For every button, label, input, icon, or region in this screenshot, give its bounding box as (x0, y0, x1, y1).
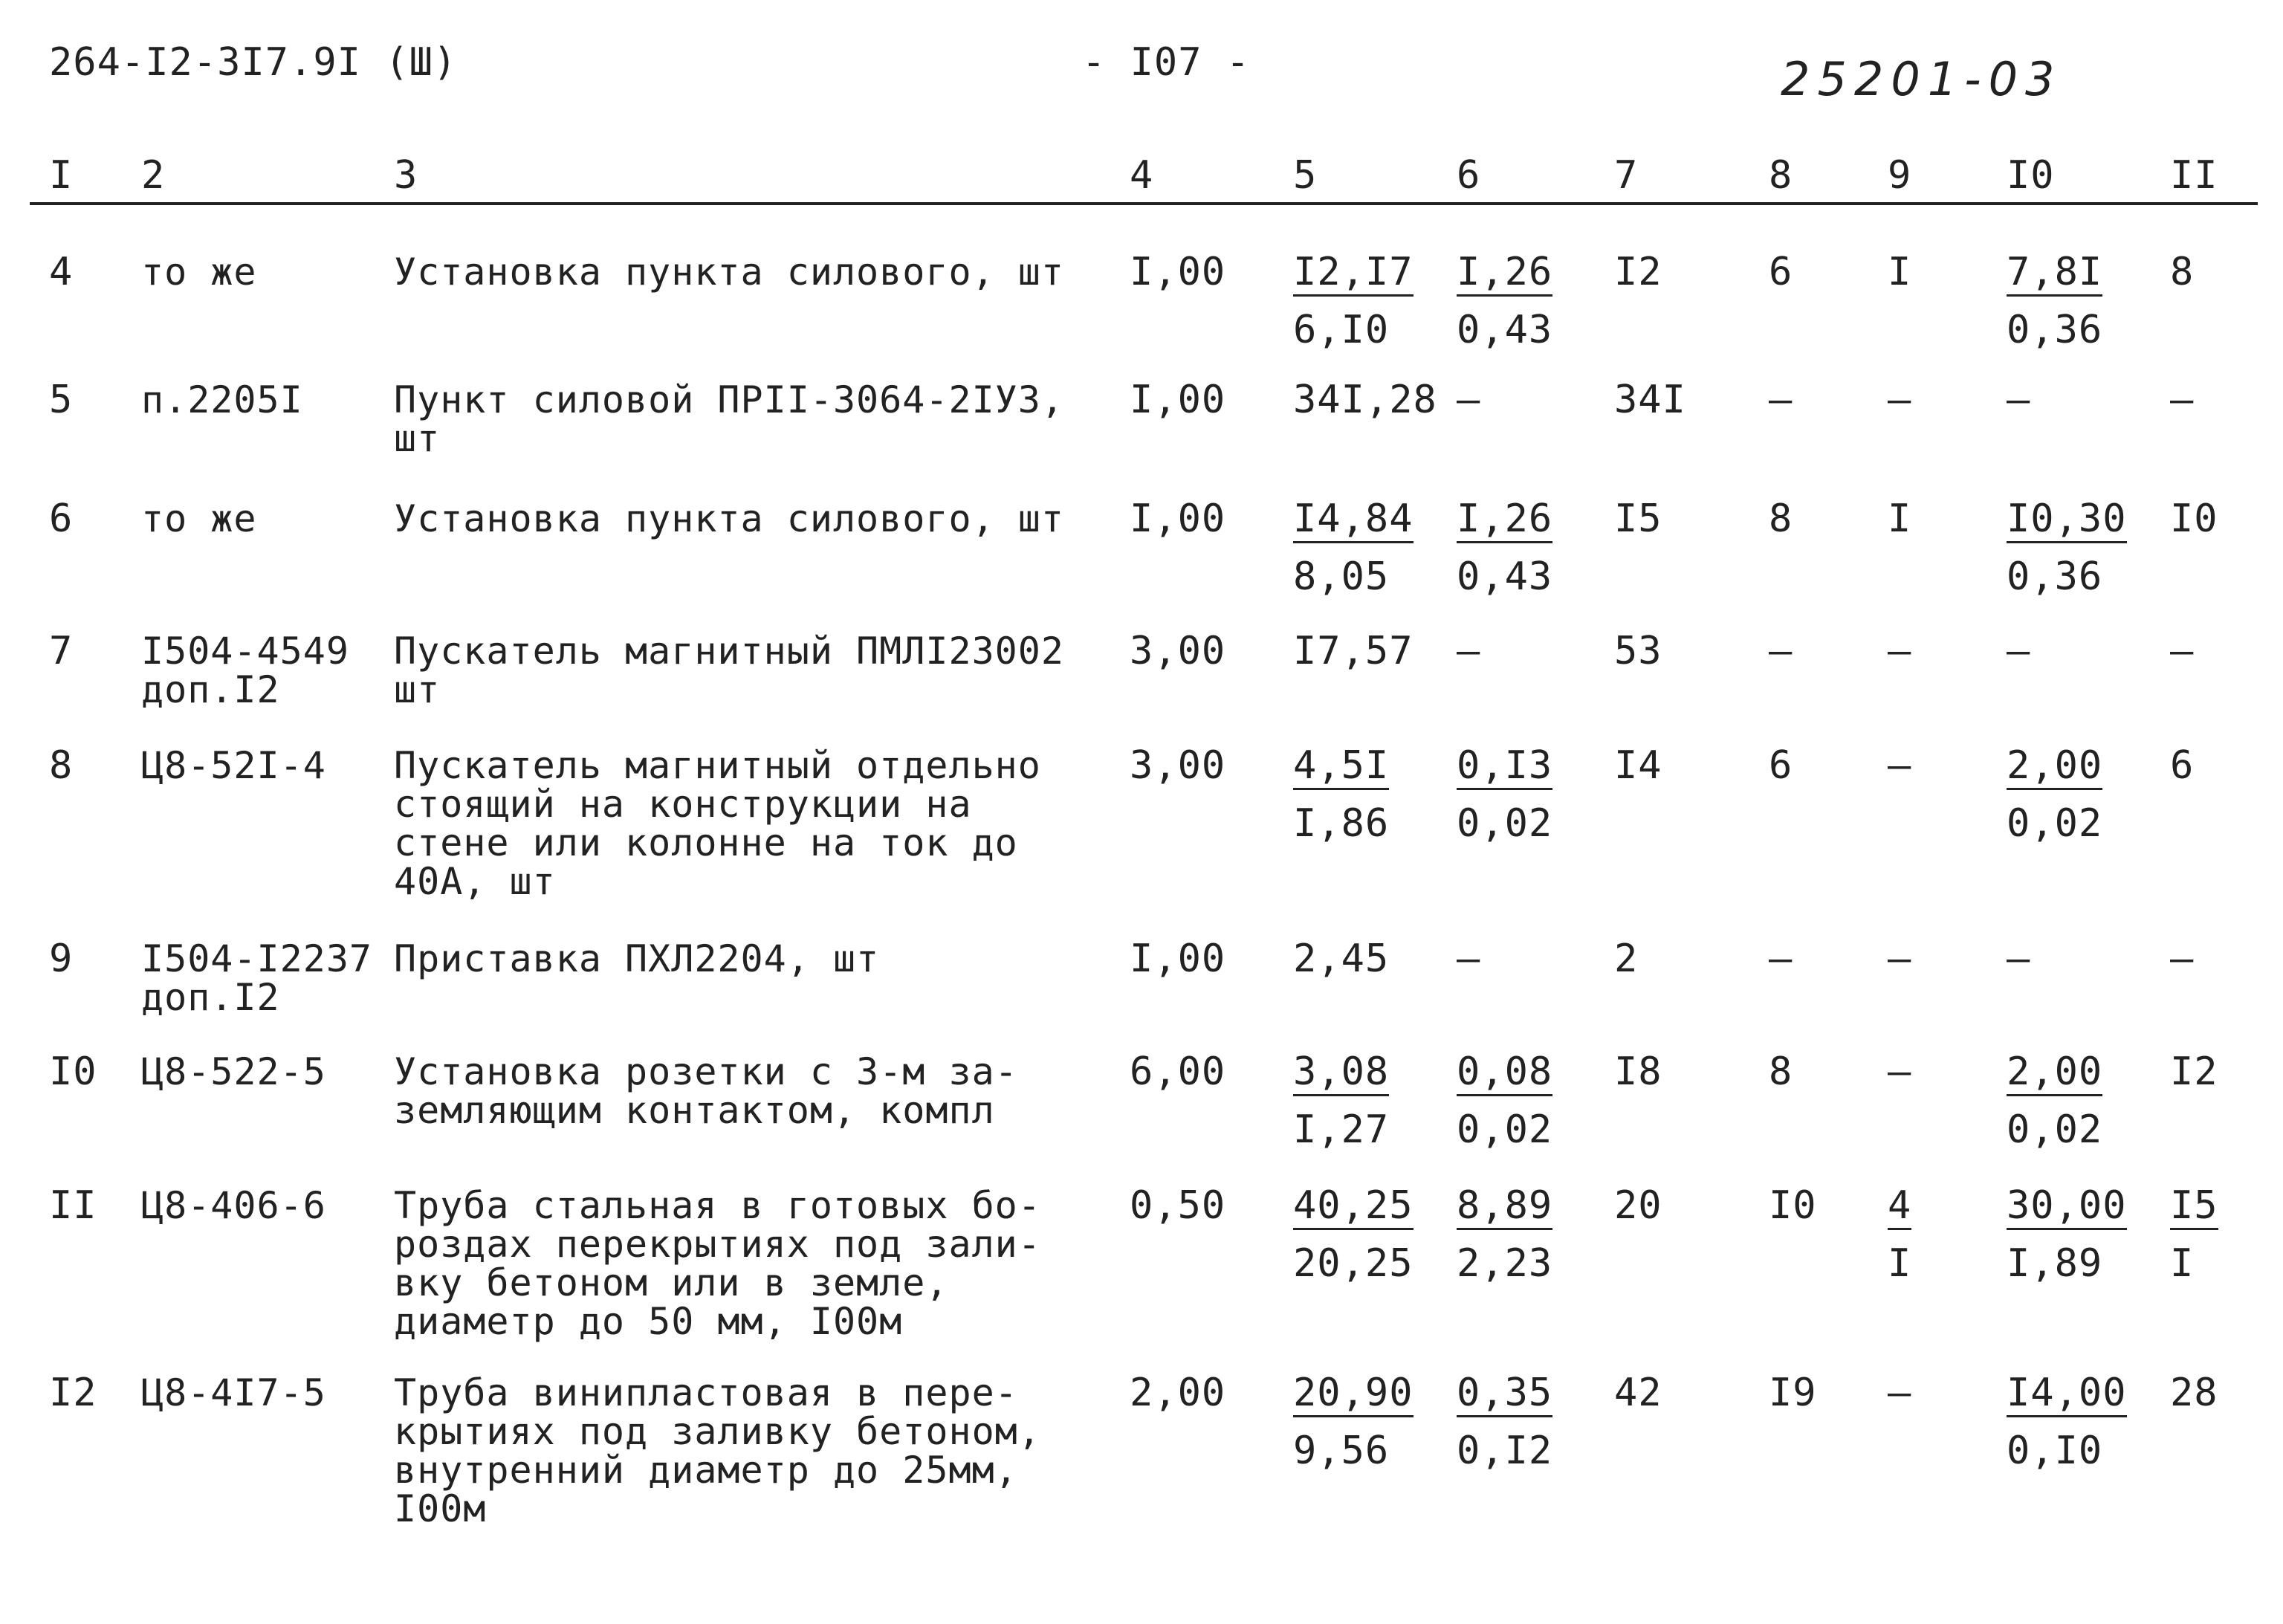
cell-col5-bottom: 9,56 (1293, 1429, 1390, 1473)
column-header-7: 7 (1614, 153, 1639, 198)
column-header-2: 2 (141, 153, 166, 198)
cell-col7: I4 (1614, 743, 1662, 788)
cell-col5-bottom: I,27 (1293, 1107, 1390, 1152)
row-quantity: 6,00 (1130, 1049, 1226, 1094)
cell-col5-bottom: 6,I0 (1293, 308, 1390, 352)
cell-col5-bottom: I,86 (1293, 801, 1390, 846)
cell-col5-top: 20,90 (1293, 1374, 1413, 1417)
row-description: Установка розетки с 3-м за- земляющим контактом, компл (394, 1050, 1018, 1132)
cell-col6-top: – (1457, 629, 1481, 673)
header-rule (30, 202, 2258, 205)
row-number: 4 (49, 250, 74, 294)
row-description: Установка пункта силового, шт (394, 250, 1064, 294)
cell-col8: 8 (1769, 1049, 1793, 1094)
column-header-5: 5 (1293, 153, 1318, 198)
cell-col7: 2 (1614, 936, 1639, 981)
cell-col10-bottom: I,89 (2007, 1241, 2103, 1286)
handwritten-number: 25201-03 (1781, 52, 2062, 106)
cell-col10-top: – (2007, 629, 2031, 673)
cell-col6-bottom: 0,43 (1457, 308, 1553, 352)
cell-col9-top: – (1888, 743, 1912, 788)
cell-col5-top: 2,45 (1293, 936, 1390, 981)
cell-col10-top: 30,00 (2007, 1186, 2127, 1230)
cell-col11-top: – (2170, 936, 2195, 981)
row-number: II (49, 1183, 97, 1228)
row-code: то же (141, 497, 257, 540)
cell-col5-top: I4,84 (1293, 499, 1413, 543)
cell-col7: 53 (1614, 629, 1662, 673)
cell-col6-top: I,26 (1457, 499, 1552, 543)
cell-col9-top: – (1888, 629, 1912, 673)
column-header-6: 6 (1457, 153, 1481, 198)
column-header-8: 8 (1769, 153, 1793, 198)
cell-col10-top: – (2007, 378, 2031, 422)
row-number: 6 (49, 496, 74, 541)
cell-col5-top: 4,5I (1293, 746, 1389, 790)
cell-col9-top: 4 (1888, 1186, 1911, 1230)
cell-col11-top: I2 (2170, 1049, 2218, 1094)
row-number: I0 (49, 1049, 97, 1094)
cell-col8: 6 (1769, 743, 1793, 788)
row-quantity: I,00 (1130, 250, 1226, 294)
row-code: п.2205I (141, 378, 303, 421)
cell-col11-bottom: I (2170, 1241, 2195, 1286)
cell-col5-bottom: 20,25 (1293, 1241, 1413, 1286)
cell-col7: 34I (1614, 378, 1686, 422)
cell-col10-bottom: 0,02 (2007, 1107, 2103, 1152)
cell-col11-top: 8 (2170, 250, 2195, 294)
cell-col10-bottom: 0,I0 (2007, 1429, 2103, 1473)
cell-col7: I2 (1614, 250, 1662, 294)
cell-col10-top: I4,00 (2007, 1374, 2127, 1417)
cell-col7: I8 (1614, 1049, 1662, 1094)
cell-col5-top: 3,08 (1293, 1052, 1389, 1096)
cell-col5-top: I7,57 (1293, 629, 1413, 673)
cell-col11-top: 6 (2170, 743, 2195, 788)
cell-col8: 6 (1769, 250, 1793, 294)
cell-col11-top: – (2170, 629, 2195, 673)
cell-col6-top: 8,89 (1457, 1186, 1552, 1230)
row-description: Пункт силовой ПРII-3064-2IУ3, шт (394, 378, 1064, 460)
cell-col6-bottom: 0,I2 (1457, 1429, 1553, 1473)
cell-col6-bottom: 0,43 (1457, 554, 1553, 599)
row-number: 9 (49, 936, 74, 981)
cell-col11-top: I5 (2170, 1186, 2218, 1230)
cell-col5-top: 34I,28 (1293, 378, 1437, 422)
cell-col6-top: 0,35 (1457, 1374, 1552, 1417)
row-code: Ц8-522-5 (141, 1050, 326, 1093)
cell-col8: – (1769, 936, 1793, 981)
cell-col9-bottom: I (1888, 1241, 1912, 1286)
cell-col9-top: I (1888, 496, 1912, 541)
cell-col8: – (1769, 378, 1793, 422)
cell-col11-top: 28 (2170, 1371, 2218, 1415)
cell-col9-top: I (1888, 250, 1912, 294)
cell-col6-bottom: 0,02 (1457, 801, 1553, 846)
row-code: Ц8-52I-4 (141, 744, 326, 787)
row-number: I2 (49, 1371, 97, 1415)
row-quantity: I,00 (1130, 496, 1226, 541)
row-quantity: I,00 (1130, 378, 1226, 422)
cell-col5-top: I2,I7 (1293, 253, 1413, 297)
cell-col9-top: – (1888, 1049, 1912, 1094)
cell-col8: I0 (1769, 1183, 1817, 1228)
cell-col9-top: – (1888, 378, 1912, 422)
row-description: Приставка ПХЛ2204, шт (394, 937, 880, 980)
cell-col10-bottom: 0,02 (2007, 801, 2103, 846)
column-header-11: II (2170, 153, 2218, 198)
row-description: Пускатель магнитный ПМЛI23002 шт (394, 630, 1064, 711)
column-header-3: 3 (394, 153, 418, 198)
cell-col10-bottom: 0,36 (2007, 554, 2103, 599)
row-code: Ц8-4I7-5 (141, 1371, 326, 1414)
cell-col8: 8 (1769, 496, 1793, 541)
cell-col6-top: 0,08 (1457, 1052, 1552, 1096)
cell-col6-top: 0,I3 (1457, 746, 1552, 790)
cell-col10-top: I0,30 (2007, 499, 2127, 543)
cell-col10-bottom: 0,36 (2007, 308, 2103, 352)
row-code: Ц8-406-6 (141, 1184, 326, 1227)
row-code: I504-I2237 доп.I2 (141, 937, 373, 1019)
cell-col6-top: I,26 (1457, 253, 1552, 297)
cell-col6-top: – (1457, 936, 1481, 981)
cell-col6-top: – (1457, 378, 1481, 422)
cell-col10-top: 7,8I (2007, 253, 2102, 297)
cell-col8: – (1769, 629, 1793, 673)
cell-col6-bottom: 2,23 (1457, 1241, 1553, 1286)
row-number: 7 (49, 629, 74, 673)
row-number: 5 (49, 378, 74, 422)
cell-col7: 20 (1614, 1183, 1662, 1228)
row-quantity: 3,00 (1130, 743, 1226, 788)
column-header-10: I0 (2007, 153, 2055, 198)
doc-code: 264-I2-3I7.9I (Ш) (49, 40, 458, 85)
row-quantity: 0,50 (1130, 1183, 1226, 1228)
row-description: Установка пункта силового, шт (394, 497, 1064, 540)
cell-col7: I5 (1614, 496, 1662, 541)
row-quantity: 2,00 (1130, 1371, 1226, 1415)
cell-col11-top: – (2170, 378, 2195, 422)
row-description: Труба винипластовая в пере- крытиях под заливку бетоном, внутренний диаметр до 25мм, I00м (394, 1371, 1041, 1530)
cell-col5-top: 40,25 (1293, 1186, 1413, 1230)
column-header-9: 9 (1888, 153, 1912, 198)
column-header-4: 4 (1130, 153, 1154, 198)
page-number: - I07 - (1082, 40, 1251, 85)
cell-col11-top: I0 (2170, 496, 2218, 541)
cell-col6-bottom: 0,02 (1457, 1107, 1553, 1152)
row-quantity: 3,00 (1130, 629, 1226, 673)
cell-col10-top: 2,00 (2007, 1052, 2102, 1096)
cell-col8: I9 (1769, 1371, 1817, 1415)
cell-col10-top: 2,00 (2007, 746, 2102, 790)
row-description: Труба стальная в готовых бо- роздах перекрытиях под зали- вку бетоном или в земле, диаметр до 50 мм, I00м (394, 1184, 1041, 1343)
row-number: 8 (49, 743, 74, 788)
cell-col7: 42 (1614, 1371, 1662, 1415)
column-header-1: I (49, 153, 74, 198)
cell-col10-top: – (2007, 936, 2031, 981)
cell-col5-bottom: 8,05 (1293, 554, 1390, 599)
row-code: I504-4549 доп.I2 (141, 630, 349, 711)
cell-col9-top: – (1888, 936, 1912, 981)
row-code: то же (141, 250, 257, 294)
cell-col9-top: – (1888, 1371, 1912, 1415)
row-quantity: I,00 (1130, 936, 1226, 981)
row-description: Пускатель магнитный отдельно стоящий на конструкции на стене или колонне на ток до 40А, шт (394, 744, 1041, 903)
